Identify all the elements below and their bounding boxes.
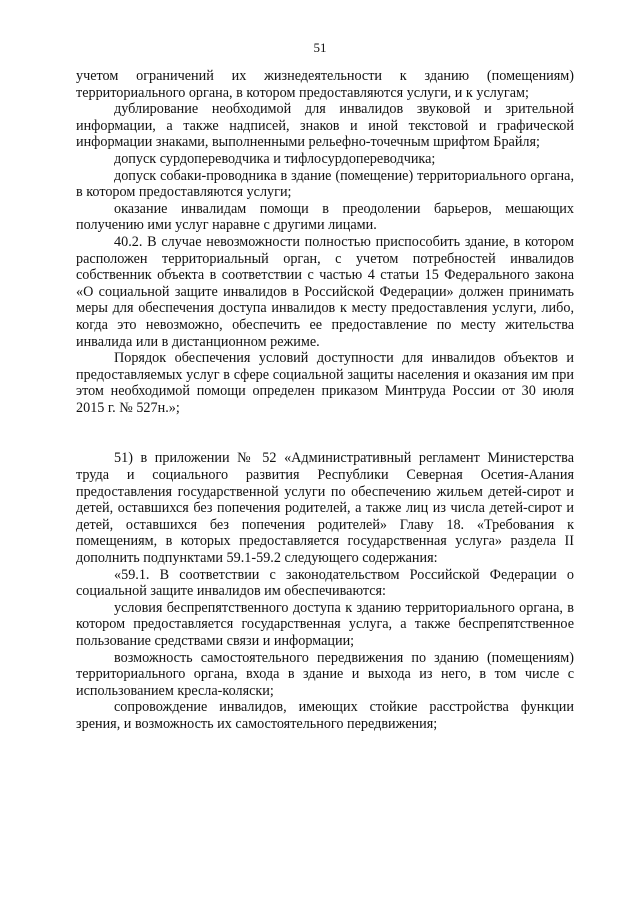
paragraph: «59.1. В соответствии с законодательством Российской Федерации о социальной защите инвалидов им обеспечиваются: [76,566,574,600]
paragraph: учетом ограничений их жизнедеятельности к зданию (помещениям) территориального органа, в котором предоставляются услуги, и к услугам; [76,68,574,101]
paragraph: условия беспрепятственного доступа к зданию территориального органа, в котором предоставляется государственная услуга, а также беспрепятственное пользование средствами связи и информации; [76,599,574,649]
paragraph: оказание инвалидам помощи в преодолении барьеров, мешающих получению ими услуг наравне с другими лицами. [76,200,574,234]
paragraph: 51) в приложении № 52 «Административный регламент Министерства труда и социального развития Республики Северная Осетия-Алания предоставления государственной услуги по обеспечению жильем детей-сирот и детей, оставшихся без попечения родителей, а также лиц из числа детей-сирот и детей, оставшихся без попечения родителей» Главу 18. «Требования к помещениям, в которых предоставляется государственная услуга» раздела II дополнить подпунктами 59.1-59.2 следующего содержания: [76,450,574,567]
paragraph: допуск сурдопереводчика и тифлосурдопереводчика; [114,150,436,167]
paragraph: Порядок обеспечения условий доступности для инвалидов объектов и предоставляемых услуг в сфере социальной защиты населения и оказания им при этом необходимой помощи определен приказом Минтруда России от 30 июля 2015 г. № 527н.»; [76,350,574,416]
page-number: 51 [313,40,327,55]
section-gap [76,416,574,450]
paragraph: допуск собаки-проводника в здание (помещение) территориального органа, в котором предоставляются услуги; [76,167,574,201]
paragraph: возможность самостоятельного передвижения по зданию (помещениям) территориального органа, входа в здание и выхода из него, в том числе с использованием кресла-коляски; [76,649,574,699]
document-body [76,68,574,733]
paragraph: 40.2. В случае невозможности полностью приспособить здание, в котором расположен территориальный орган, с учетом потребностей инвалидов собственник объекта в соответствии с частью 4 статьи 15 Федерального закона «О социальной защите инвалидов в Российской Федерации» должен принимать меры для обеспечения доступа инвалидов к месту предоставления услуги, либо, когда это невозможно, обеспечить ее предоставление по месту жительства инвалида или в дистанционном режиме. [76,233,574,350]
paragraph: дублирование необходимой для инвалидов звуковой и зрительной информации, а также надписей, знаков и иной текстовой и графической информации знаками, выполненными рельефно-точечным шрифтом Брайля; [76,101,574,151]
paragraph: сопровождение инвалидов, имеющих стойкие расстройства функции зрения, и возможность их самостоятельного передвижения; [76,699,574,732]
